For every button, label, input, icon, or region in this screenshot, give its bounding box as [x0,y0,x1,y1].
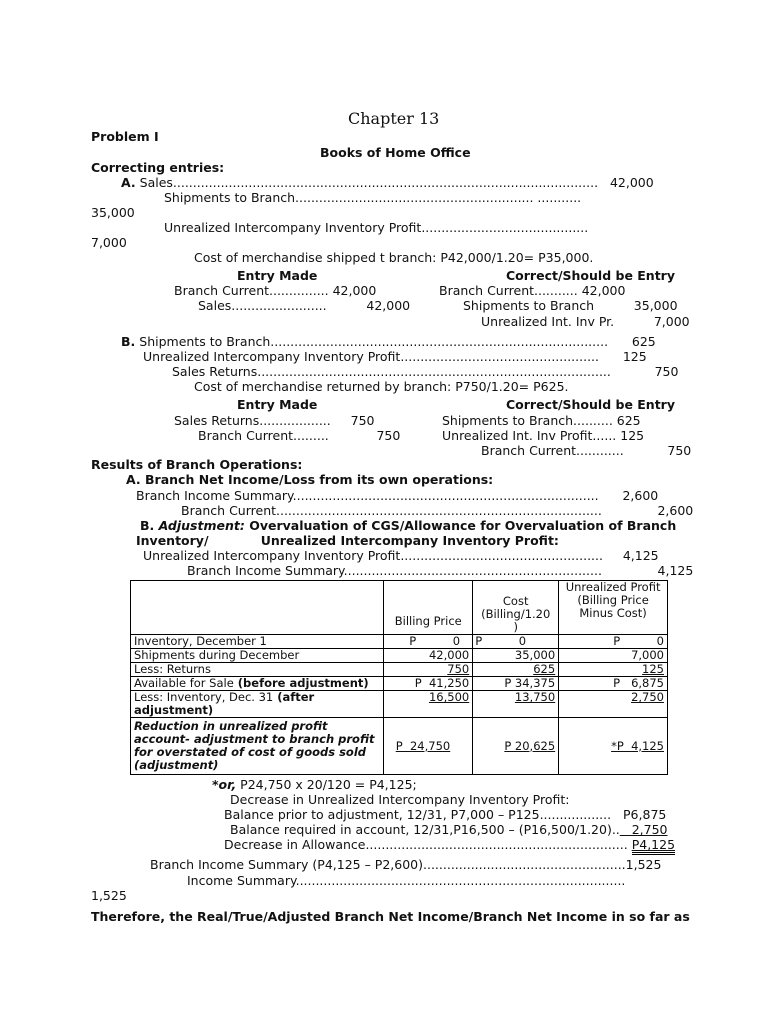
row-label: Inventory, December 1 [131,635,384,649]
results-a-line1: Branch Income Summary............................................................................. 2,600 [136,488,659,503]
entry-a-correct-heading: Correct/Should be Entry [506,268,675,283]
books-heading: Books of Home Office [320,145,471,160]
entry-a-line2: Shipments to Branch............................................................ ........... [164,190,582,205]
row-label: Reduction in unrealized profit account- adjustment to branch profit for overstated of cost of goods sold (adjustment) [131,718,384,775]
cell-cost: 625 [533,662,556,676]
decrease-allowance-line: Decrease in Allowance.................................................................. P4,125 [224,837,675,852]
balance-prior-line: Balance prior to adjustment, 12/31, P7,000 – P125.................. P6,875 [224,807,667,822]
entry-b-made-heading: Entry Made [237,397,318,412]
header-unrealized-profit: Unrealized Profit (Billing Price Minus Cost) [559,581,668,635]
conclusion-line: Therefore, the Real/True/Adjusted Branch Net Income/Branch Net Income in so far as [91,909,690,924]
table-row [131,663,668,677]
table-row [131,635,668,649]
cell-billing-price: P 24,750 [395,738,451,753]
entry-b-correct-3: Branch Current............ 750 [481,443,692,458]
cell-cost: 35,000 [473,649,559,663]
entry-b-correct-heading: Correct/Should be Entry [506,397,675,412]
cell-billing-price: 16,500 [428,690,470,704]
cell-cost: P 20,625 [504,738,556,753]
table-row [131,691,668,718]
unrealized-profit-table [130,580,668,775]
row-label: Shipments during December [131,649,384,663]
entry-b-made-2: Branch Current......... 750 [198,428,401,443]
income-summary-amount: 1,525 [91,888,127,903]
cell-unrealized-profit: 7,000 [559,649,668,663]
entry-b-line3: Sales Returns......................................................................................... 750 [172,364,679,379]
entry-b-line2: Unrealized Intercompany Inventory Profit.................................................. 125 [143,349,647,364]
cell-billing-price: P 0 [384,635,473,649]
table-header-row [131,581,668,635]
results-b-line1: Unrealized Intercompany Inventory Profit................................................... 4,125 [143,548,659,563]
entry-b-note: Cost of merchandise returned by branch: P750/1.20= P625. [194,379,569,394]
entry-a-correct-1: Branch Current........... 42,000 [439,283,626,298]
entry-a-made-heading: Entry Made [237,268,318,283]
row-label: Less: Inventory, Dec. 31 (after adjustment) [131,691,384,718]
entry-b-correct-2: Unrealized Int. Inv Profit...... 125 [442,428,645,443]
row-label: Less: Returns [131,663,384,677]
results-b-heading1: B. Adjustment: Overvaluation of CGS/Allowance for Overvaluation of Branch [140,518,677,533]
cell-cost: 13,750 [514,690,556,704]
entry-a-line2-amount: 35,000 [91,205,135,220]
results-heading: Results of Branch Operations: [91,457,303,472]
cell-billing-price: 750 [447,662,470,676]
page-title: Chapter 13 [348,109,440,128]
entry-a-note: Cost of merchandise shipped t branch: P42,000/1.20= P35,000. [194,250,594,265]
header-cost: Cost (Billing/1.20 ) [473,581,559,635]
balance-required-line: Balance required in account, 12/31,P16,500 – (P16,500/1.20).. 2,750 [230,822,668,837]
header-cell-blank [131,581,384,635]
cell-billing-price: 42,000 [384,649,473,663]
table-row [131,649,668,663]
correcting-heading: Correcting entries: [91,160,225,175]
results-b-heading2: Inventory/ Unrealized Intercompany Inventory Profit: [136,533,559,548]
entry-b-made-1: Sales Returns.................. 750 [174,413,375,428]
entry-a-line3: Unrealized Intercompany Inventory Profit.......................................... [164,220,589,235]
cell-unrealized-profit: P 0 [559,635,668,649]
cell-billing-price: P 41,250 [384,677,473,691]
branch-income-summary-line: Branch Income Summary (P4,125 – P2,600)...................................................1,525 [150,857,662,872]
cell-unrealized-profit: P 6,875 [559,677,668,691]
row-label: Available for Sale (before adjustment) [131,677,384,691]
decrease-heading: Decrease in Unrealized Intercompany Inventory Profit: [230,792,570,807]
cell-unrealized-profit: *P 4,125 [611,738,664,753]
cell-cost: P 34,375 [473,677,559,691]
entry-a-made-2: Sales........................ 42,000 [198,298,411,313]
header-billing-price: Billing Price [384,581,473,635]
income-summary-line: Income Summary................................................................................... [187,873,626,888]
cell-unrealized-profit: 2,750 [631,690,664,704]
entry-a-made-1: Branch Current............... 42,000 [174,283,377,298]
entry-a-correct-2: Shipments to Branch 35,000 [463,298,678,313]
entry-b-correct-1: Shipments to Branch.......... 625 [442,413,641,428]
entry-a-correct-3: Unrealized Int. Inv Pr. 7,000 [481,314,690,329]
cell-cost: P 0 [473,635,559,649]
entry-b-line1: B. Shipments to Branch..................................................................................... 625 [121,334,656,349]
results-b-line2: Branch Income Summary................................................................. 4,125 [187,563,694,578]
entry-a-line3-amount: 7,000 [91,235,127,250]
table-row [131,718,668,775]
entry-a-line1: A. Sales........................................................................................................... 42,000 [121,175,654,190]
table-row [131,677,668,691]
results-a-line2: Branch Current.................................................................................. 2,600 [181,503,694,518]
cell-unrealized-profit: 125 [642,662,664,676]
problem-label: Problem I [91,129,159,144]
results-a-heading: A. Branch Net Income/Loss from its own operations: [126,472,494,487]
or-line: *or, P24,750 x 20/120 = P4,125; [212,777,417,792]
